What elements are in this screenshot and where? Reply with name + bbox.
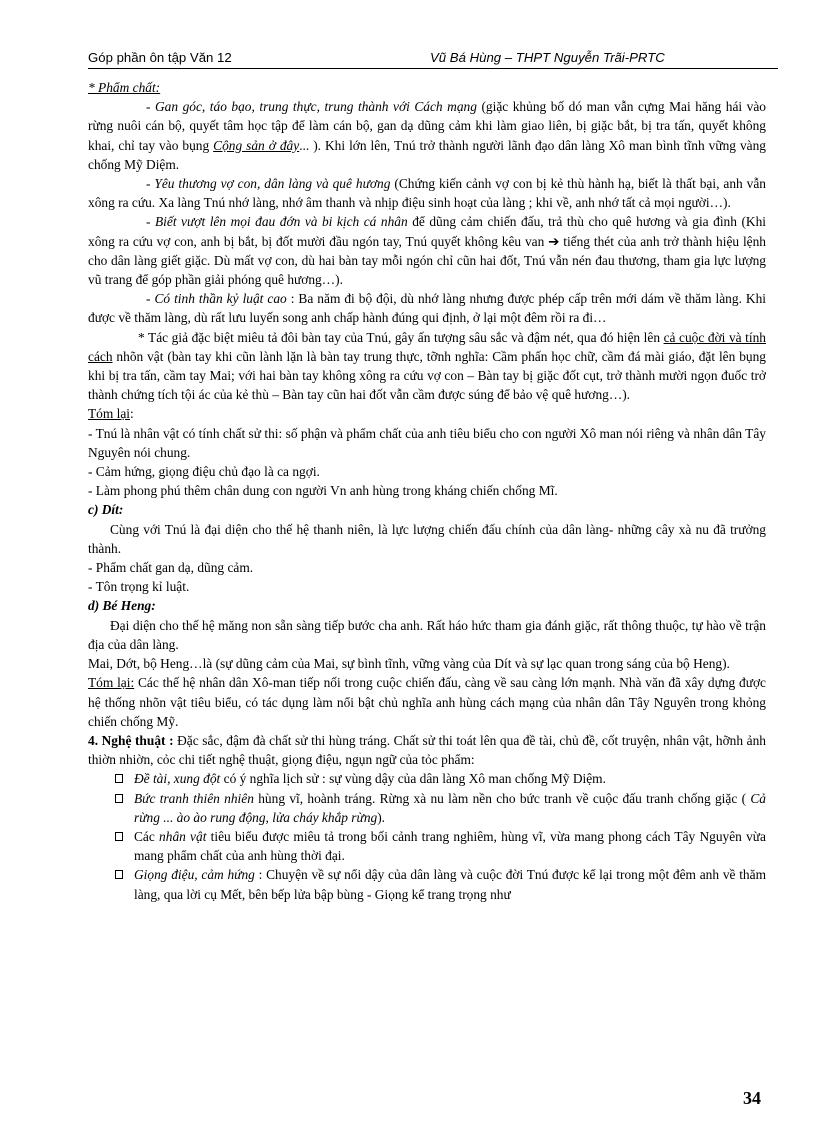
checkbox-bullet-icon: [115, 774, 123, 783]
nghe-thuat-intro: 4. Nghệ thuật : Đặc sắc, đậm đà chất sử thi hùng tráng. Chất sử thi toát lên qua đề tài, chủ đề, cốt truyện, nhân vật, hỡnh ảnh thiờn nhiờn, cỏc chi tiết nghệ thuật, giọng điệu, ngụn ngữ của tỏc phẩm:: [88, 732, 766, 768]
paragraph: - Biết vượt lên mọi đau đớn và bi kịch cá nhân để dũng cảm chiến đấu, trả thù cho quê hương và gia đình (Khi xông ra cứu vợ con, anh bị bắt, bị đốt mười đầu ngón tay, Tnú quyết không kêu van ➔ tiếng thét của anh trở thành hiệu lệnh cho dân làng giết giặc. Dù mất vợ con, dù hai bàn tay mỗi ngón chỉ cũn hai đốt, Tnú vẫn nén đau thương, tham gia lực lượng vũ trang để góp phần giải phóng quê hương…).: [88, 214, 767, 288]
paragraph: Cùng với Tnú là đại diện cho thế hệ thanh niên, là lực lượng chiến đấu chính của dân làng- những cây xà nu đã trưởng thành.: [88, 521, 766, 556]
paragraph: - Có tinh thần kỷ luật cao : Ba năm đi bộ đội, dù nhớ làng nhưng được phép cấp trên mới dám về thăm làng. Khi được về thăm làng, dù rất lưu luyến song anh chấp hành đúng qui định, ở lại một đêm rồi ra đi…: [88, 291, 766, 326]
list-item: Các nhân vật tiêu biểu được miêu tả trong bối cảnh trang nghiêm, hùng vĩ, vừa mang phong cách Tây Nguyên vừa mang phẩm chất của anh hùng thời đại.: [88, 827, 766, 865]
checkbox-bullet-icon: [115, 832, 123, 841]
heading-pham-chat: * Phẩm chất:: [88, 80, 161, 95]
paragraph: * Tác giả đặc biệt miêu tả đôi bàn tay của Tnú, gây ấn tượng sâu sắc và đậm nét, qua đó hiện lên cả cuộc đời và tính cách nhõn vật (bàn tay khi cũn lành lặn là bàn tay trung thực, tỡnh nghĩa: Cầm phấn học chữ, cầm đá mài giáo, đặt lên bụng khi bị tra tấn, cầm tay Mai; với hai bàn tay không xông ra cứu vợ con – Bàn tay bị giặc đốt cụt, trở thành mười ngọn đuốc trở thành chứng tích tội ác của kẻ thù – Bàn tay cũn hai đốt vẫn cầm được súng để bảo vệ quê hương…).: [88, 329, 766, 403]
checkbox-bullet-icon: [115, 870, 123, 879]
tom-lai-summary: Tóm lại: Các thế hệ nhân dân Xô-man tiếp nối trong cuộc chiến đấu, càng về sau càng lớn mạnh. Nhà văn đã xây dựng được hệ thống nhõn vật tiêu biểu, có tác dụng làm nổi bật chủ nghĩa anh hùng cách mạng của nhân dân Tây Nguyên trong khỏng chiến chống Mỹ.: [88, 675, 767, 729]
bullet-list: [88, 769, 766, 903]
list-item: - Cảm hứng, giọng điệu chủ đạo là ca ngợi.: [88, 464, 320, 480]
header-title: Góp phần ôn tập Văn 12: [88, 50, 232, 65]
heading-heng: d) Bé Heng:: [88, 598, 156, 614]
paragraph: Mai, Dớt, bộ Heng…là (sự dũng cảm của Mai, sự bình tĩnh, vững vàng của Dít và sự lạc quan trong sáng của bộ Heng).: [88, 656, 730, 672]
checkbox-bullet-icon: [115, 794, 123, 803]
list-item: Giọng điệu, cảm hứng : Chuyện về sự nổi dậy của dân làng và cuộc đời Tnú được kể lại trong một đêm anh về thăm làng, qua lời cụ Mết, bên bếp lửa bập bùng - Giọng kể trang trọng như: [88, 865, 766, 903]
list-item: - Tnú là nhân vật có tính chất sử thi: số phận và phẩm chất của anh tiêu biểu cho con người Xô man nói riêng và nhân dân Tây Nguyên nói chung.: [88, 425, 766, 460]
paragraph: - Gan góc, táo bạo, trung thực, trung thành với Cách mạng (giặc khủng bố dó man vẫn cựng Mai hăng hái vào rừng nuôi cán bộ, quyết tâm học tập để làm cán bộ, gan dạ dũng cảm khi làm giao liên, bị giặc bắt, bị tra tấn, quyết không khai, chỉ tay vào bụng Cộng sản ở đây... ). Khi lớn lên, Tnú trở thành người lãnh đạo dân làng Xô man bình tĩnh vững vàng chống Mỹ Diệm.: [88, 99, 766, 172]
document-body: [88, 78, 766, 904]
paragraph: Đại diện cho thế hệ măng non sẵn sàng tiếp bước cha anh. Rất háo hức tham gia đánh giặc, rất thông thuộc, tự hào về trận địa của dân làng.: [88, 617, 766, 652]
list-item: - Tôn trọng kỉ luật.: [88, 579, 190, 595]
page-number: 34: [743, 1088, 761, 1108]
paragraph: - Yêu thương vợ con, dân làng và quê hương (Chứng kiến cảnh vợ con bị kẻ thù hành hạ, biết là thất bại, anh vẫn xông ra cứu. Xa làng Tnú nhớ làng, nhớ âm thanh và nhịp điệu sinh hoạt của làng ; khi về, anh nhớ tất cả mọi người…).: [88, 176, 766, 211]
list-item: - Làm phong phú thêm chân dung con người Vn anh hùng trong kháng chiến chống Mĩ.: [88, 483, 558, 499]
list-item: Bức tranh thiên nhiên hùng vĩ, hoành tráng. Rừng xà nu làm nền cho bức tranh về cuộc đấu tranh chống giặc ( Cả rừng ... ào ào rung động, lửa cháy khắp rừng).: [88, 789, 766, 827]
heading-dit: c) Dít:: [88, 502, 124, 518]
list-item: - Phẩm chất gan dạ, dũng cảm.: [88, 560, 254, 576]
arrow-icon: ➔: [548, 233, 560, 249]
header-author: Vũ Bá Hùng – THPT Nguyễn Trãi-PRTC: [430, 50, 665, 65]
list-item: Đề tài, xung đột có ý nghĩa lịch sử : sự vùng dậy của dân làng Xô man chống Mỹ Diệm.: [88, 769, 766, 788]
page-header: [88, 49, 778, 69]
tom-lai-label: Tóm lại:: [88, 406, 134, 422]
